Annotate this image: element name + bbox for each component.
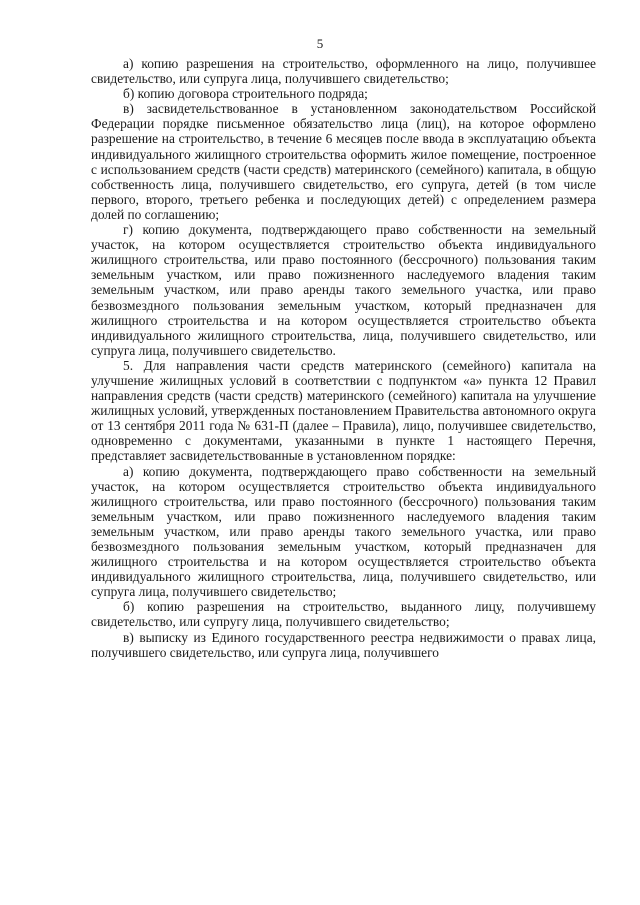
paragraph-4g: г) копию документа, подтверждающего право собственности на земельный участок, на котором осуществляется строительство объекта индивидуального жилищного строительства, или право постоянного (бессрочного) пользования таким земельным участком, или право пожизненного наследуемого владения таким земельным участком, или право аренды такого земельного участка, или право безвозмездного пользования земельным участком, который предназначен для жилищного строительства и на котором осуществляется строительство объекта индивидуального жилищного строительства, лица, получившего свидетельство, или супруга лица, получившего свидетельство. <box>91 222 596 358</box>
paragraph-4a: а) копию разрешения на строительство, оформленного на лицо, получившее свидетельство, или супруга лица, получившего свидетельство; <box>91 56 596 87</box>
paragraph-5: 5. Для направления части средств материнского (семейного) капитала на улучшение жилищных условий в соответствии с подпунктом «а» пункта 12 Правил направления средств (части средств) материнского (семейного) капитала на улучшение жилищных условий, утвержденных постановлением Правительства автономного округа от 13 сентября 2011 года № 631-П (далее – Правила), лицо, получившее свидетельство, одновременно с документами, указанными в пункте 1 настоящего Перечня, представляет засвидетельствованные в установленном порядке: <box>91 357 596 464</box>
paragraph-4b: б) копию договора строительного подряда; <box>123 86 368 102</box>
paragraph-5b: б) копию разрешения на строительство, выданного лицу, получившему свидетельство, или супругу лица, получившего свидетельство; <box>91 599 596 630</box>
page-number: 5 <box>316 36 324 51</box>
paragraph-5a: а) копию документа, подтверждающего право собственности на земельный участок, на котором осуществляется строительство объекта индивидуального жилищного строительства, или право постоянного (бессрочного) пользования таким земельным участком, или право пожизненного наследуемого владения таким земельным участком, или право аренды такого земельного участка, или право безвозмездного пользования земельным участком, который предназначен для жилищного строительства и на котором осуществляется строительство объекта индивидуального жилищного строительства, лица, получившего свидетельство, или супруга лица, получившего свидетельство; <box>91 463 596 600</box>
paragraph-5v: в) выписку из Единого государственного реестра недвижимости о правах лица, получившего свидетельство, или супруга лица, получившего <box>91 629 596 660</box>
document-body <box>91 56 596 660</box>
paragraph-4v: в) засвидетельствованное в установленном законодательством Российской Федерации порядке письменное обязательство лица (лиц), на которое оформлено разрешение на строительство, в течение 6 месяцев после ввода в эксплуатацию объекта индивидуального жилищного строительства оформить жилое помещение, построенное с использованием средств (части средств) материнского (семейного) капитала, в общую собственность лица, получившего свидетельство, его супруга, детей (в том числе первого, второго, третьего ребенка и последующих детей) с определением размера долей по соглашению; <box>91 101 596 222</box>
